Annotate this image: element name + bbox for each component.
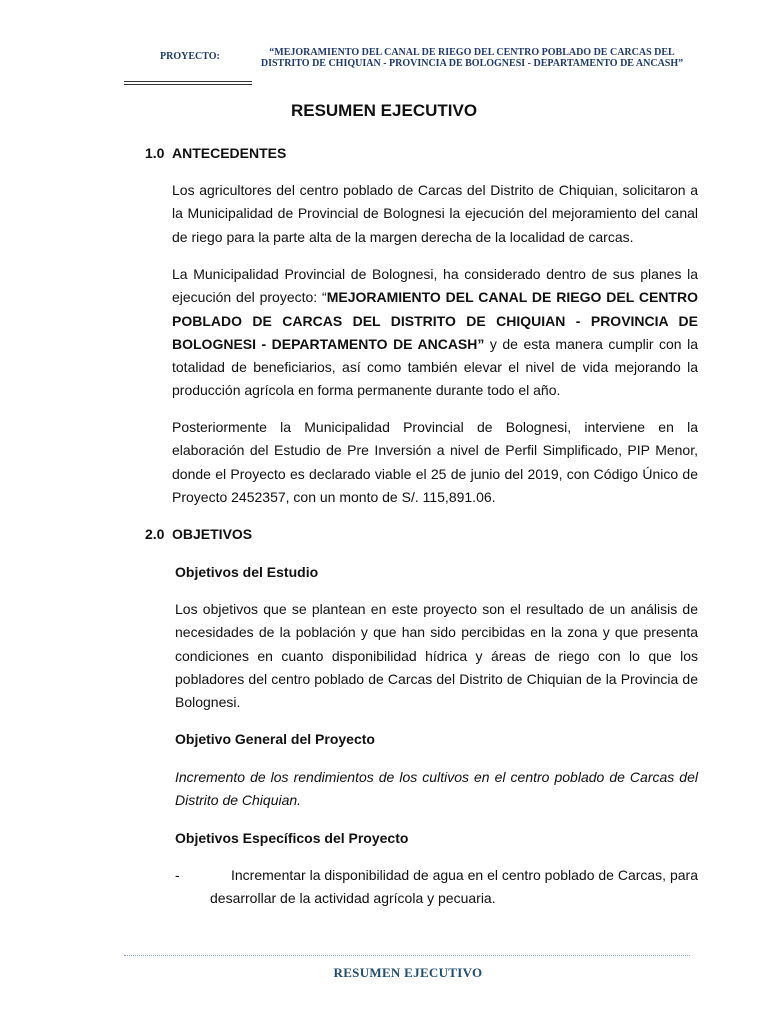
paragraph-antecedentes-2 [172,263,698,403]
header-project-label: PROYECTO: [160,51,220,62]
project-name-bold: MEJORAMIENTO DEL CANAL DE RIEGO DEL CENTRO POBLADO DE CARCAS DEL DISTRITO DE CHIQUIAN - PROVINCIA DE BOLOGNESI - DEPARTAMENTO DE ANCASH” [172,289,698,352]
section-heading-antecedentes [145,145,286,161]
paragraph-text: La Municipalidad Provincial de Bolognesi, ha considerado dentro de sus planes la ejecución del proyecto: “ [172,266,698,306]
header-divider-top [124,81,252,82]
paragraph-antecedentes-3: Posteriormente la Municipalidad Provincial de Bolognesi, interviene en la elaboración del Estudio de Pre Inversión a nivel de Perfil Simplificado, PIP Menor, donde el Proyecto es declarado viable el 25 de junio del 2019, con Código Único de Proyecto 2452357, con un monto de S/. 115,891.06. [172,419,698,505]
paragraph-text: y de esta manera cumplir con la totalidad de beneficiarios, así como también elevar el nivel de vida mejorando la producción agrícola en forma permanente durante todo el año. [172,335,698,399]
section-number: 1.0 [145,145,165,161]
footer-title: RESUMEN EJECUTIVO [333,965,483,980]
subheading-objetivo-general: Objetivo General del Proyecto [175,731,375,747]
section-heading-objetivos [145,526,252,542]
list-item-text: Incrementar la disponibilidad de agua en el centro poblado de Carcas, para desarrollar de la actividad agrícola y pecuaria. [210,867,698,907]
list-item [175,864,698,911]
header-divider-bottom [124,84,252,85]
section-title: OBJETIVOS [172,526,253,542]
footer-divider [124,955,690,956]
paragraph-antecedentes-1: Los agricultores del centro poblado de Carcas del Distrito de Chiquian, solicitaron a la Municipalidad de Provincial de Bolognesi la ejecución del mejoramiento del canal de riego para la parte alta de la margen derecha de la localidad de carcas. [172,182,698,245]
paragraph-objetivo-general: Incremento de los rendimientos de los cultivos en el centro poblado de Carcas del Distrito de Chiquian. [175,769,698,809]
bullet-dash: - [175,867,180,883]
page-title: RESUMEN EJECUTIVO [290,101,478,120]
subheading-objetivos-estudio: Objetivos del Estudio [175,564,319,580]
section-title: ANTECEDENTES [172,145,287,161]
section-number: 2.0 [145,526,165,542]
header-project-title: “MEJORAMIENTO DEL CANAL DE RIEGO DEL CENTRO POBLADO DE CARCAS DEL DISTRITO DE CHIQUIAN - PROVINCIA DE BOLOGNESI - DEPARTAMENTO DE ANCASH” [260,47,684,69]
subheading-objetivos-especificos: Objetivos Específicos del Proyecto [175,830,409,846]
paragraph-objetivos-estudio: Los objetivos que se plantean en este proyecto son el resultado de un análisis de necesidades de la población y que han sido percibidas en la zona y que presenta condiciones en cuanto disponibilidad hídrica y áreas de riego con lo que los pobladores del centro poblado de Carcas del Distrito de Chiquian de la Provincia de Bolognesi. [175,601,698,711]
